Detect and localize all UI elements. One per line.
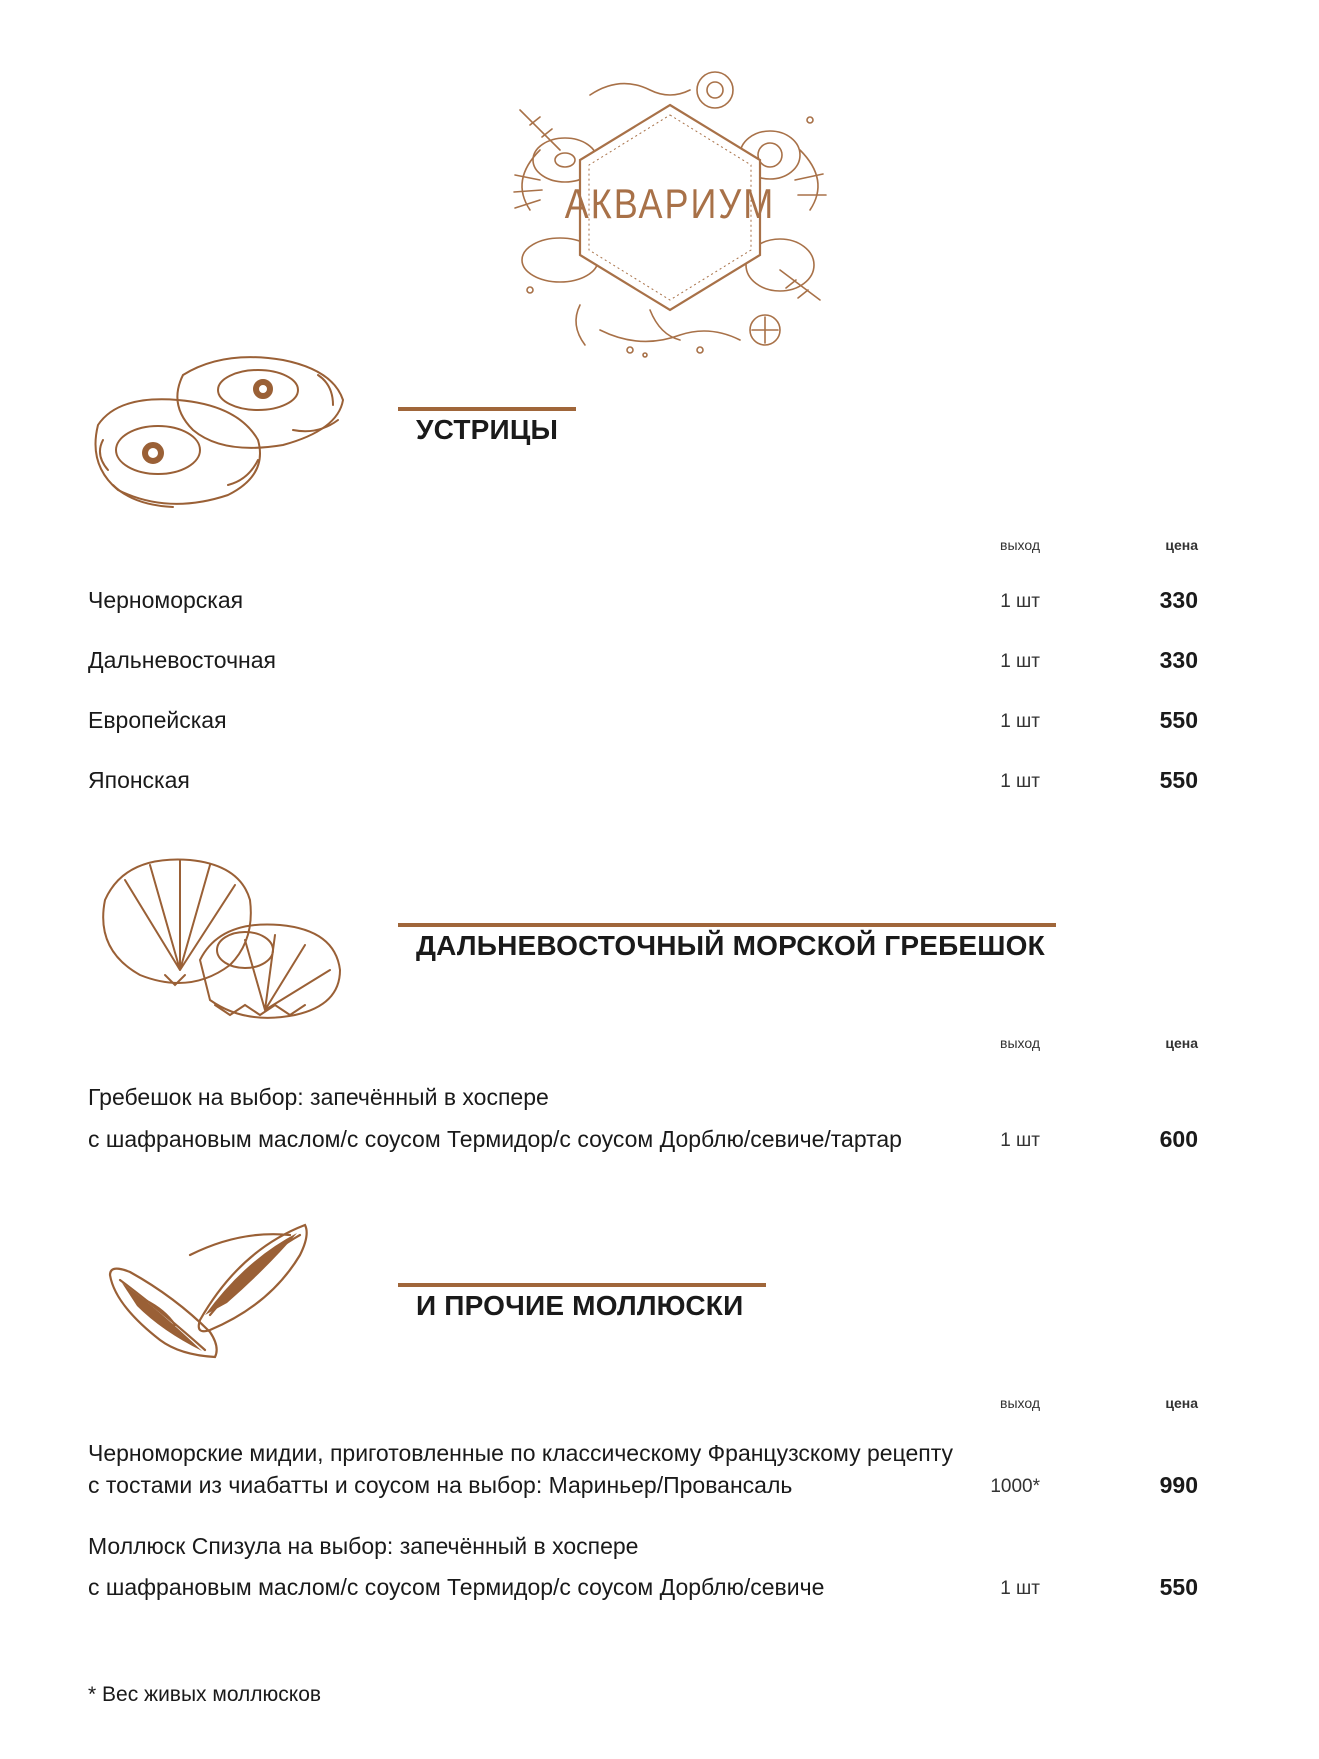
menu-item-output: 1000* [990,1476,1040,1497]
footnote: * Вес живых моллюсков [88,1683,322,1706]
section-divider [398,923,1056,927]
menu-item-price: 550 [1159,1574,1198,1600]
menu-item-price: 330 [1159,647,1198,673]
menu-item-output: 1 шт [1000,771,1040,792]
menu-item-output: 1 шт [1000,591,1040,612]
menu-item-description-line2: с тостами из чиабатты и соусом на выбор: Мариньер/Провансаль [88,1472,793,1498]
mussel-illustration-icon [100,1215,320,1365]
column-header-price: цена [1165,537,1198,553]
section-divider [398,1283,766,1287]
section-divider [398,407,576,411]
menu-item-name: Японская [88,767,190,793]
column-header-output: выход [1000,1395,1040,1411]
section-title-other-molluscs: И ПРОЧИЕ МОЛЛЮСКИ [416,1290,744,1321]
oyster-illustration-icon [88,345,358,515]
menu-item-price: 600 [1159,1126,1198,1152]
section-title-scallop: ДАЛЬНЕВОСТОЧНЫЙ МОРСКОЙ ГРЕБЕШОК [416,930,1045,961]
scallop-illustration-icon [95,850,345,1025]
menu-item-description-line1: Гребешок на выбор: запечённый в хоспере [88,1084,549,1110]
oyster-illustration [88,345,358,520]
menu-item-description-line1: Черноморские мидии, приготовленные по классическому Французскому рецепту [88,1440,954,1466]
menu-item-price: 990 [1159,1472,1198,1498]
mussel-illustration [100,1215,320,1370]
column-header-price: цена [1165,1035,1198,1051]
restaurant-logo [470,50,870,370]
menu-item-output: 1 шт [1000,1578,1040,1599]
column-header-price: цена [1165,1395,1198,1411]
menu-item-name: Европейская [88,707,227,733]
menu-item-name: Черноморская [88,587,244,613]
menu-item-price: 550 [1159,767,1198,793]
section-title-oysters: УСТРИЦЫ [416,414,559,445]
menu-item-description-line2: с шафрановым маслом/с соусом Термидор/с соусом Дорблю/севиче [88,1574,825,1600]
menu-item-price: 550 [1159,707,1198,733]
menu-item-description-line2: с шафрановым маслом/с соусом Термидор/с соусом Дорблю/севиче/тартар [88,1126,902,1152]
column-header-output: выход [1000,1035,1040,1051]
seafood-wreath-logo-icon [470,50,870,370]
scallop-illustration [95,850,345,1030]
column-header-output: выход [1000,537,1040,553]
menu-item-description-line1: Моллюск Спизула на выбор: запечённый в хоспере [88,1533,639,1559]
menu-item-output: 1 шт [1000,1130,1040,1151]
menu-item-price: 330 [1159,587,1198,613]
menu-item-name: Дальневосточная [88,647,277,673]
menu-item-output: 1 шт [1000,711,1040,732]
svg-text:АКВАРИУМ: АКВАРИУМ [564,181,776,228]
menu-item-output: 1 шт [1000,651,1040,672]
